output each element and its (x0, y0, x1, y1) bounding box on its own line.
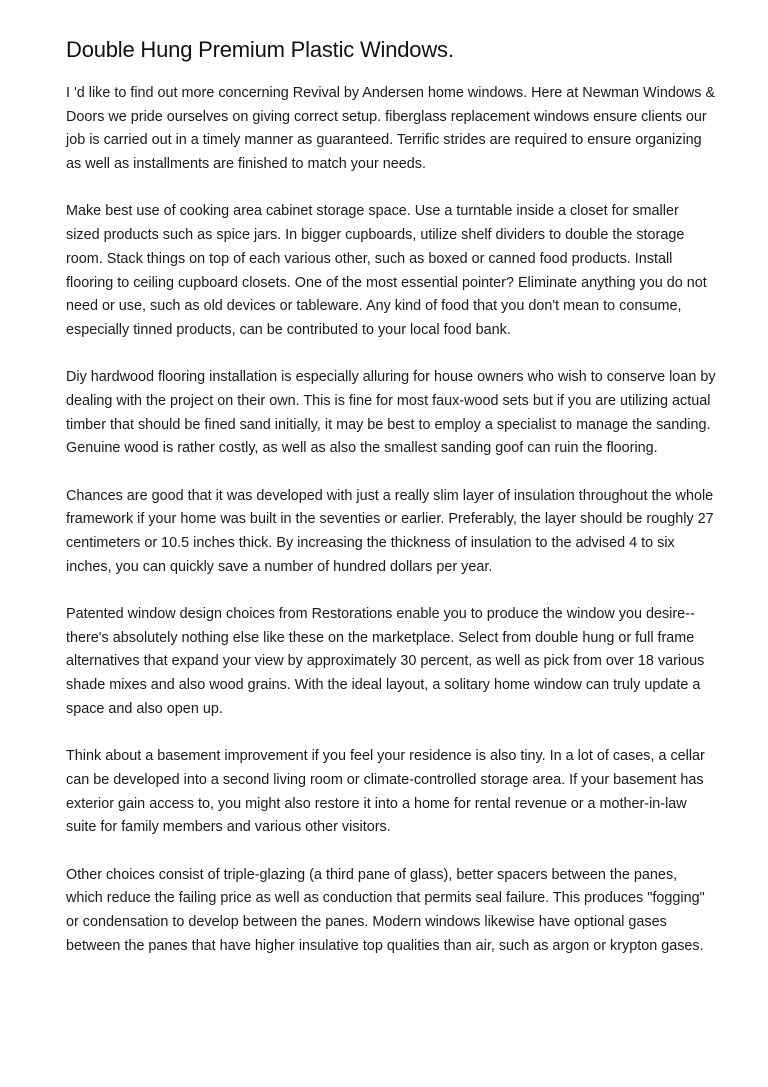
paragraph-3: Diy hardwood flooring installation is especially alluring for house owners who wish to conserve loan by dealing with the project on their own. This is fine for most faux-wood sets but if you are utilizing actual timber that should be fined sand initially, it may be best to employ a specialist to manage the sanding. Genuine wood is rather costly, as well as also the smallest sanding goof can ruin the flooring. (66, 369, 716, 457)
paragraph-5: Patented window design choices from Restorations enable you to produce the window you desire-- there's absolutely nothing else like these on the marketplace. Select from double hung or full frame alternatives that expand your view by approximately 30 percent, as well as pick from over 18 various shade mixes and also wood grains. With the ideal layout, a solitary home window can truly update a space and also open up. (66, 606, 705, 717)
document-page (66, 36, 716, 982)
page-title: Double Hung Premium Plastic Windows. (66, 37, 454, 62)
paragraph-6: Think about a basement improvement if you feel your residence is also tiny. In a lot of cases, a cellar can be developed into a second living room or climate-controlled storage area. If your basement has exterior gain access to, you might also restore it into a home for rental revenue or a mother-in-law suite for family members and various other visitors. (66, 748, 705, 836)
paragraph-4: Chances are good that it was developed with just a really slim layer of insulation throughout the whole framework if your home was built in the seventies or earlier. Preferably, the layer should be roughly 27 centimeters or 10.5 inches thick. By increasing the thickness of insulation to the advised 4 to six inches, you can quickly save a number of hundred dollars per year. (66, 487, 714, 575)
paragraph-1: I 'd like to find out more concerning Revival by Andersen home windows. Here at Newman Windows & Doors we pride ourselves on giving correct setup. fiberglass replacement windows ensure clients our job is carried out in a timely manner as guaranteed. Terrific strides are required to ensure organizing as well as installments are finished to match your needs. (66, 85, 716, 173)
paragraph-2: Make best use of cooking area cabinet storage space. Use a turntable inside a closet for smaller sized products such as spice jars. In bigger cupboards, utilize shelf dividers to double the storage room. Stack things on top of each various other, such as boxed or canned food products. Install flooring to ceiling cupboard closets. One of the most essential pointer? Eliminate anything you do not need or use, such as old devices or tableware. Any kind of food that you don't mean to consume, especially tinned products, can be contributed to your local food bank. (66, 203, 707, 338)
paragraph-7: Other choices consist of triple-glazing (a third pane of glass), better spacers between the panes, which reduce the failing price as well as conduction that permits seal failure. This produces "fogging" or condensation to develop between the panes. Modern windows likewise have optional gases between the panes that have higher insulative top qualities than air, such as argon or krypton gases. (66, 866, 705, 954)
